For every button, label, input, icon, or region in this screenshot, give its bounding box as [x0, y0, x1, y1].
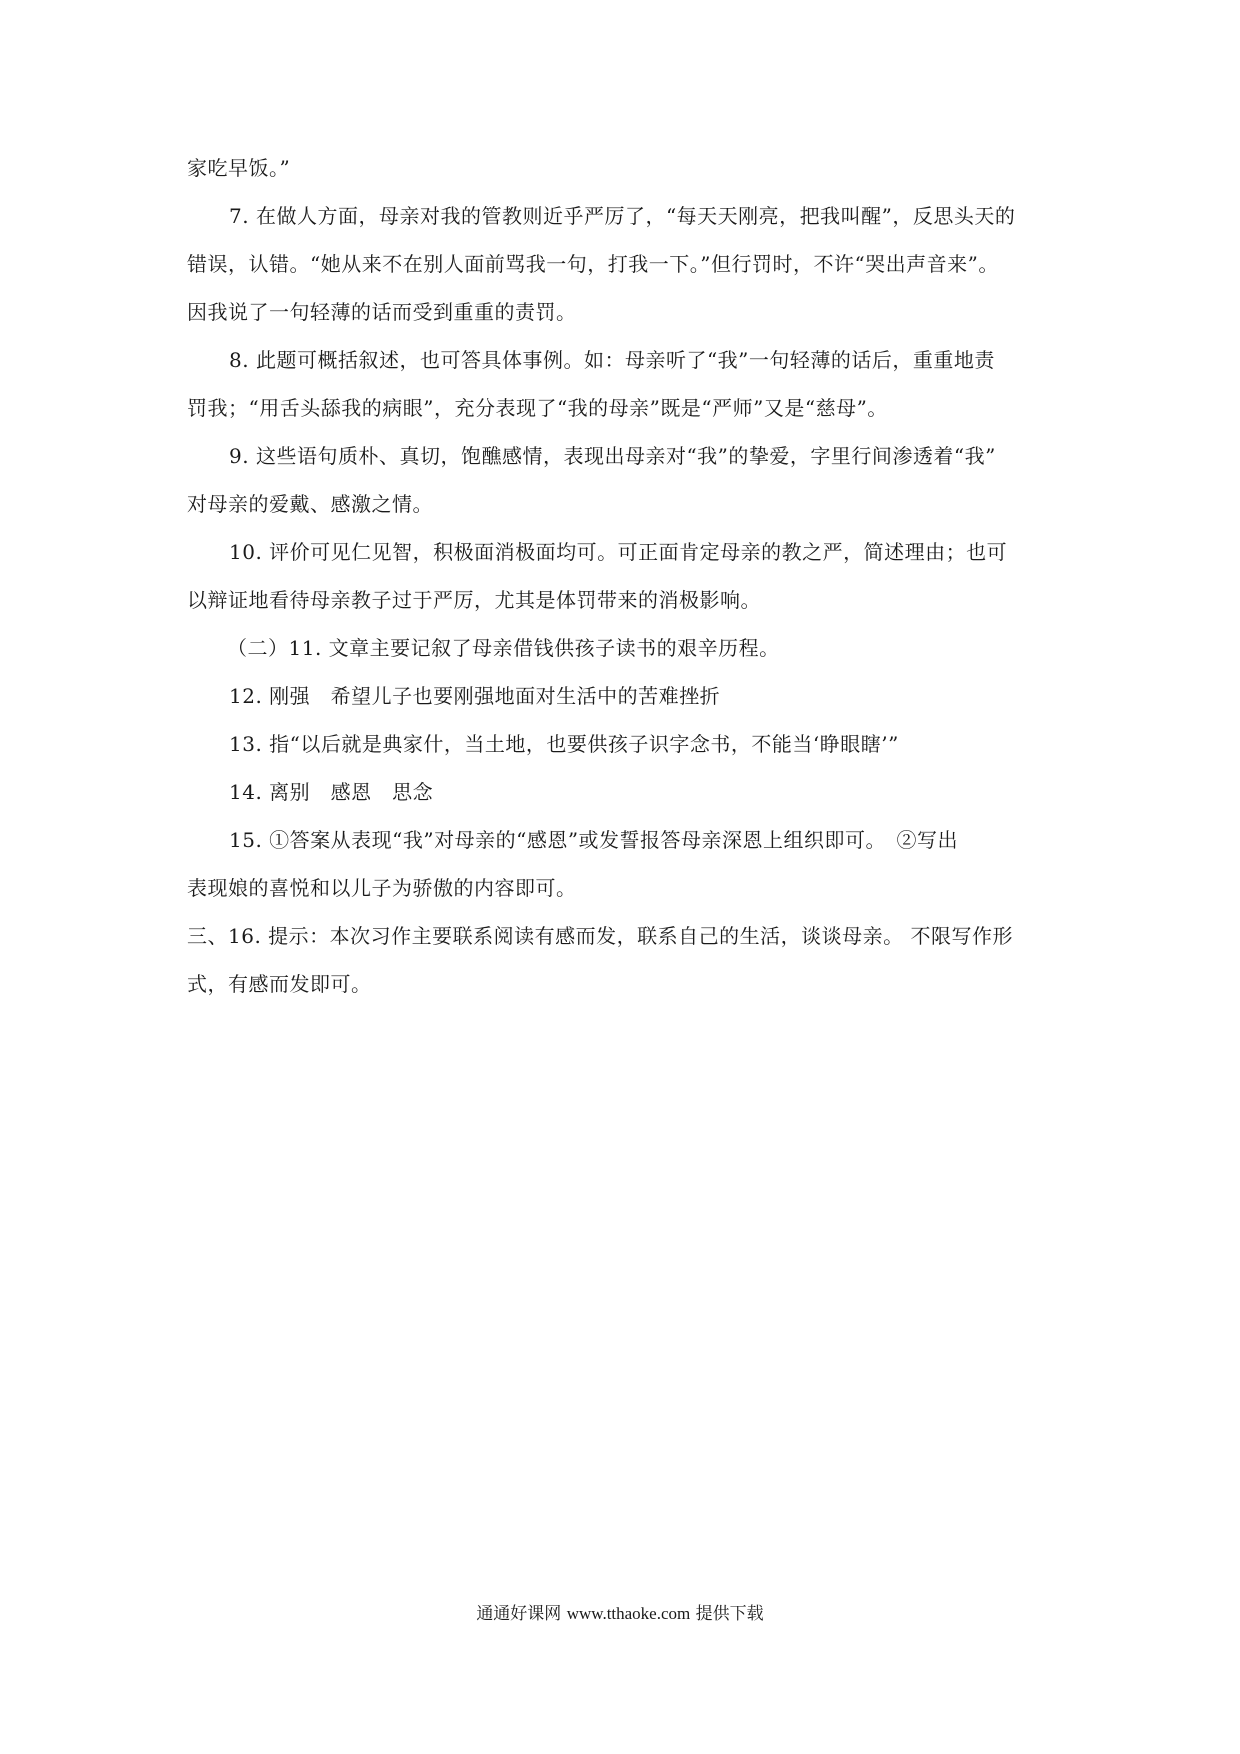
answer-text-block — [187, 148, 1055, 1004]
answer-8-line-2: 罚我；“用舌头舔我的病眼”，充分表现了“我的母亲”既是“严师”又是“慈母”。 — [187, 396, 888, 420]
answer-14: 14. 离别 感恩 思念 — [229, 780, 434, 804]
text-line: 家吃早饭。” — [187, 156, 291, 180]
footer-site-name: 通通好课网 — [476, 1604, 562, 1624]
answer-9-line-1: 9. 这些语句质朴、真切，饱醮感情，表现出母亲对“我”的挚爱，字里行间渗透着“我” — [229, 444, 996, 468]
answer-10-line-1: 10. 评价可见仁见智，积极面消极面均可。可正面肯定母亲的教之严，简述理由；也可 — [229, 540, 1008, 564]
answer-12: 12. 刚强 希望儿子也要刚强地面对生活中的苦难挫折 — [229, 684, 721, 708]
answer-10-line-2: 以辩证地看待母亲教子过于严厉，尤其是体罚带来的消极影响。 — [187, 588, 761, 612]
answer-11: （二）11. 文章主要记叙了母亲借钱供孩子读书的艰辛历程。 — [227, 636, 780, 660]
answer-7-line-3: 因我说了一句轻薄的话而受到重重的责罚。 — [187, 300, 577, 324]
footer-suffix: 提供下载 — [695, 1604, 764, 1624]
answer-13: 13. 指“以后就是典家什，当土地，也要供孩子识字念书，不能当‘睁眼瞎’” — [229, 732, 899, 756]
page-footer — [0, 1602, 1240, 1626]
answer-8-line-1: 8. 此题可概括叙述，也可答具体事例。如：母亲听了“我”一句轻薄的话后，重重地责 — [229, 348, 995, 372]
answer-16-line-2: 式，有感而发即可。 — [187, 972, 372, 996]
answer-9-line-2: 对母亲的爱戴、感激之情。 — [187, 492, 433, 516]
footer-url: www.tthaoke.com — [566, 1604, 691, 1623]
answer-7-line-1: 7. 在做人方面，母亲对我的管教则近乎严厉了，“每天天刚亮，把我叫醒”，反思头天的 — [229, 204, 1016, 228]
answer-16-line-1: 三、16. 提示：本次习作主要联系阅读有感而发，联系自己的生活，谈谈母亲。 不限写作形 — [187, 924, 1014, 948]
answer-15-line-1: 15. ①答案从表现“我”对母亲的“感恩”或发誓报答母亲深恩上组织即可。 ②写出 — [229, 828, 959, 852]
answer-15-line-2: 表现娘的喜悦和以儿子为骄傲的内容即可。 — [187, 876, 577, 900]
answer-7-line-2: 错误，认错。“她从来不在别人面前骂我一句，打我一下。”但行罚时，不许“哭出声音来”。 — [187, 252, 999, 276]
